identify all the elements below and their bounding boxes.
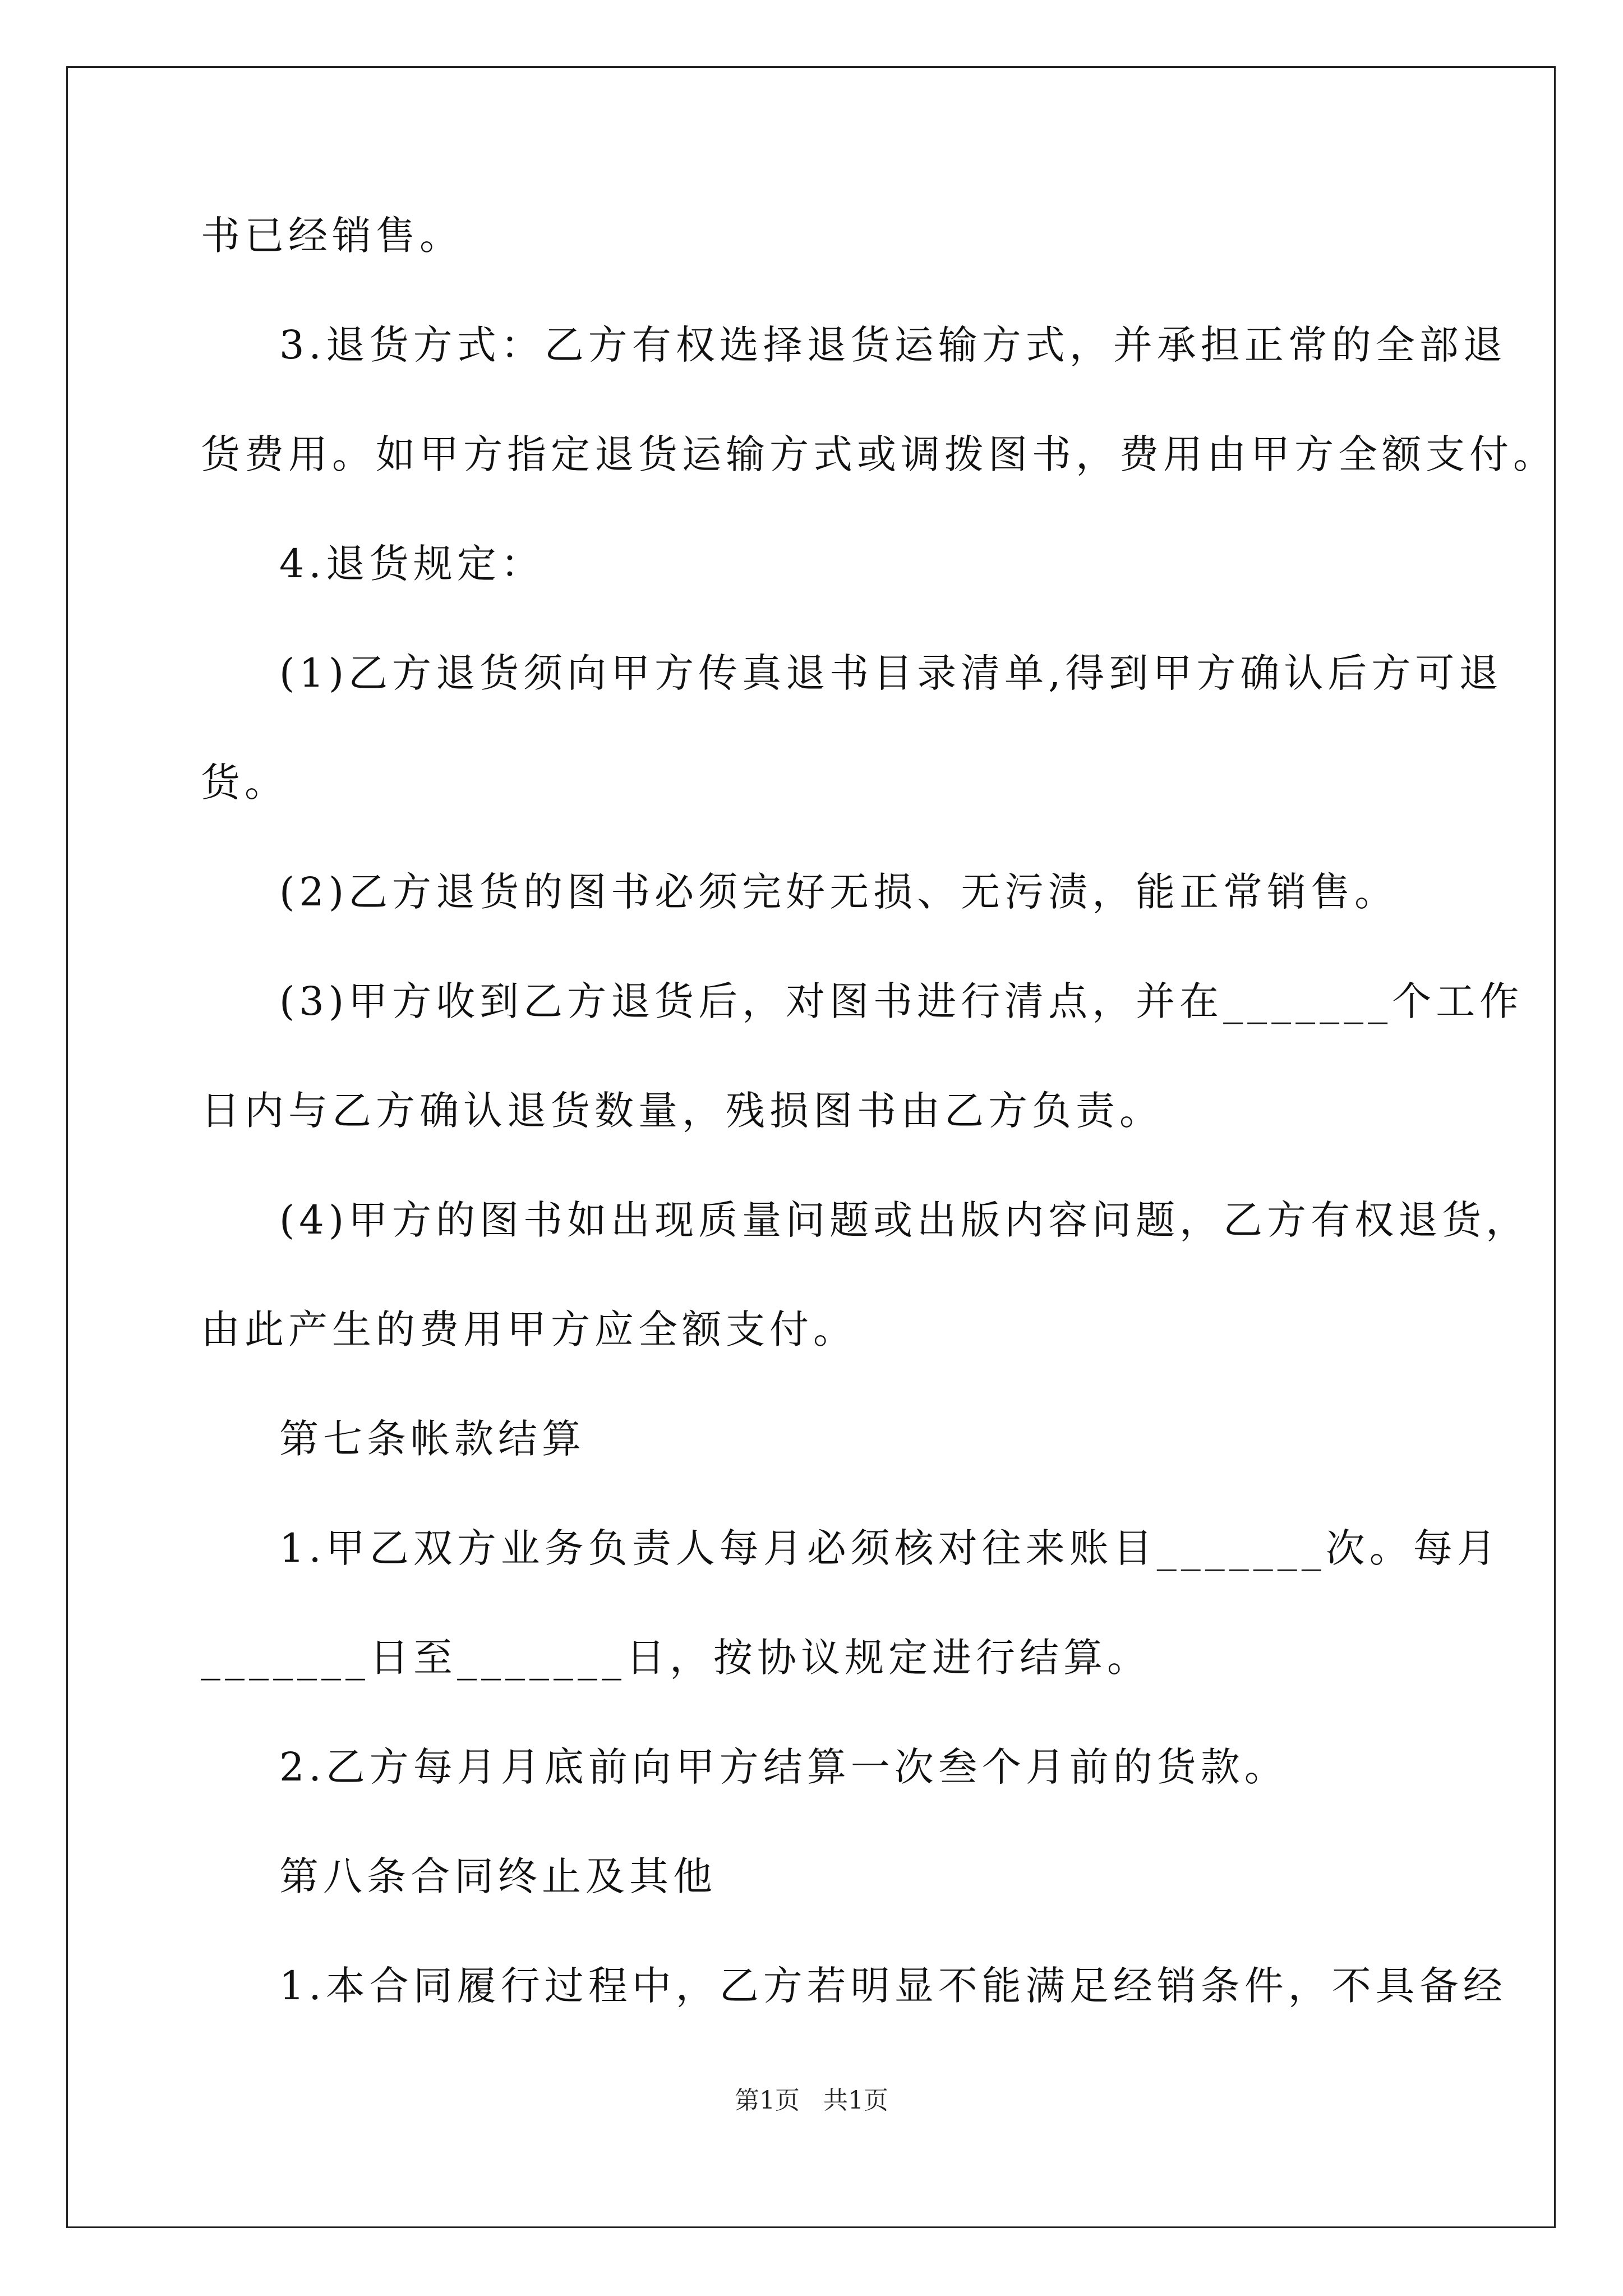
text-line: 日内与乙方确认退货数量，残损图书由乙方负责。: [201, 1088, 1163, 1134]
text-line: 货费用。如甲方指定退货运输方式或调拨图书，费用由甲方全额支付。: [201, 431, 1557, 477]
text-line: 1.本合同履行过程中，乙方若明显不能满足经销条件，不具备经: [279, 1963, 1507, 2009]
text-line: 由此产生的费用甲方应全额支付。: [201, 1306, 857, 1352]
text-line: (2)乙方退货的图书必须完好无损、无污渍，能正常销售。: [279, 869, 1399, 915]
text-line: 1.甲乙双方业务负责人每月必须核对往来账目_______次。每月: [279, 1525, 1501, 1571]
text-line: (3)甲方收到乙方退货后，对图书进行清点，并在_______个工作: [279, 978, 1524, 1024]
text-line: 货。: [201, 760, 288, 806]
text-line: 4.退货规定：: [279, 541, 545, 587]
section-heading: 第八条合同终止及其他: [279, 1853, 717, 1899]
text-line: 书已经销售。: [201, 213, 463, 259]
text-line: (1)乙方退货须向甲方传真退书目录清单,得到甲方确认后方可退: [279, 650, 1503, 696]
section-heading: 第七条帐款结算: [279, 1416, 585, 1462]
text-line: (4)甲方的图书如出现质量问题或出版内容问题，乙方有权退货，: [279, 1197, 1530, 1243]
page-border: [66, 66, 1556, 2228]
text-line: 2.乙方每月月底前向甲方结算一次叁个月前的货款。: [279, 1744, 1288, 1790]
text-line: 3.退货方式：乙方有权选择退货运输方式，并承担正常的全部退: [279, 322, 1507, 368]
page-number-footer: 第1页 共1页: [735, 2086, 888, 2115]
text-line: _______日至_______日，按协议规定进行结算。: [201, 1635, 1151, 1681]
